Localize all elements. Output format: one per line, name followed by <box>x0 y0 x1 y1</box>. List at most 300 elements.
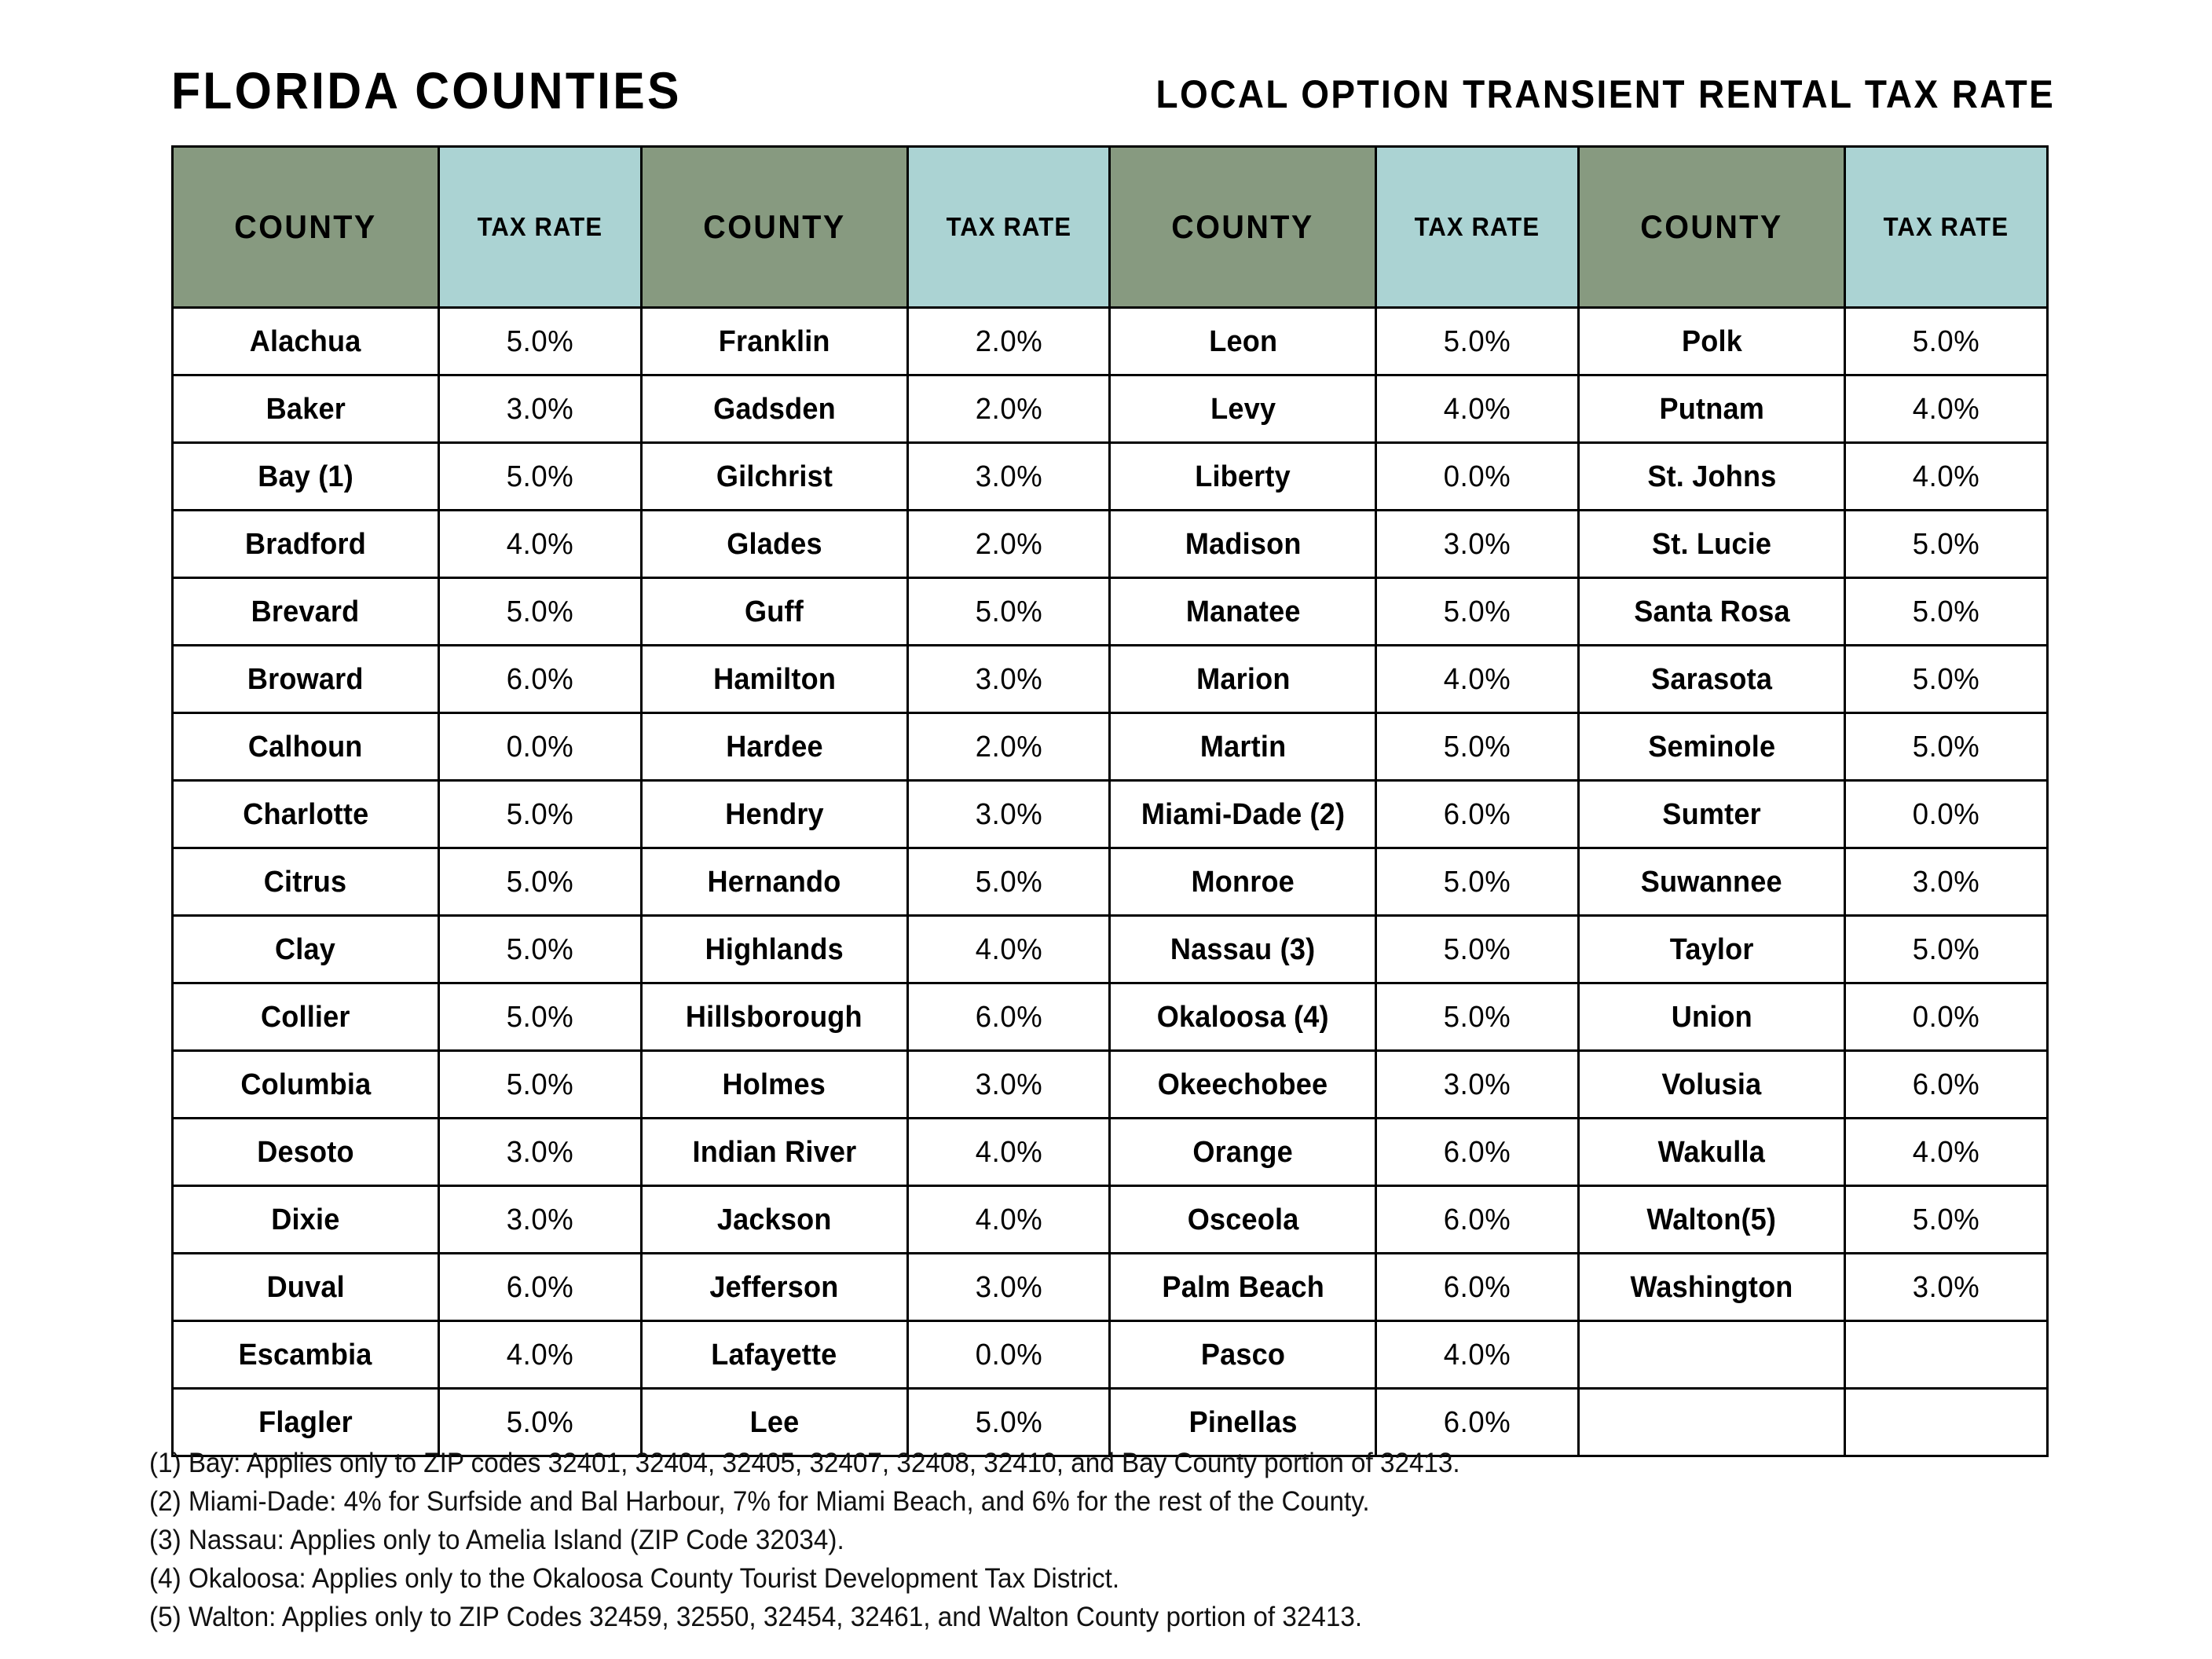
county-name: Walton(5) <box>1646 1203 1777 1236</box>
tax-rate-value: 2.0% <box>975 392 1042 426</box>
table-cell-tax-rate <box>1845 916 2048 983</box>
county-name: Sarasota <box>1651 662 1773 696</box>
county-name: Pinellas <box>1188 1405 1298 1439</box>
tax-rate-value: 5.0% <box>975 865 1042 899</box>
county-name: Bradford <box>245 527 366 561</box>
table-cell-tax-rate <box>1376 1321 1579 1389</box>
county-name: Columbia <box>240 1068 371 1101</box>
table-cell-county <box>1579 1186 1845 1254</box>
county-name: Taylor <box>1669 932 1754 966</box>
table-row <box>173 375 2048 443</box>
table-cell-tax-rate <box>1845 848 2048 916</box>
tax-rate-value: 4.0% <box>1912 1135 1980 1169</box>
county-name: Charlotte <box>242 797 369 831</box>
table-cell-county <box>1579 1254 1845 1321</box>
table-cell-tax-rate <box>438 1254 641 1321</box>
table-cell-tax-rate <box>907 578 1110 646</box>
tax-rate-value: 3.0% <box>975 1068 1042 1101</box>
county-name: Levy <box>1210 392 1276 426</box>
county-name: Guff <box>745 595 804 628</box>
county-name: Hillsborough <box>686 1000 863 1034</box>
county-name: Volusia <box>1661 1068 1762 1101</box>
table-cell-tax-rate <box>438 511 641 578</box>
tax-rate-value: 5.0% <box>1912 1203 1980 1236</box>
table-cell-tax-rate <box>907 713 1110 781</box>
table-cell-county <box>641 916 907 983</box>
county-name: Hernando <box>707 865 841 899</box>
tax-rate-value: 3.0% <box>1444 1068 1511 1101</box>
tax-rate-value: 0.0% <box>1912 797 1980 831</box>
table-cell-county <box>641 781 907 848</box>
table-row <box>173 1321 2048 1389</box>
column-header-taxrate-2-label: TAX RATE <box>946 212 1071 241</box>
tax-rate-value: 5.0% <box>506 797 574 831</box>
table-cell-tax-rate <box>1376 1119 1579 1186</box>
table-cell-tax-rate <box>1376 511 1579 578</box>
county-name: Orange <box>1192 1135 1294 1169</box>
table-cell-tax-rate <box>1845 308 2048 375</box>
county-name: Union <box>1671 1000 1752 1034</box>
county-name: Glades <box>726 527 822 561</box>
table-row <box>173 646 2048 713</box>
tax-rate-value: 5.0% <box>975 1405 1042 1439</box>
county-name: Monroe <box>1191 865 1295 899</box>
table-row <box>173 848 2048 916</box>
column-header-county-3 <box>1110 147 1376 308</box>
table-row <box>173 443 2048 511</box>
column-header-taxrate-1-label: TAX RATE <box>477 212 603 241</box>
column-header-taxrate-4 <box>1845 147 2048 308</box>
table-cell-tax-rate <box>907 1321 1110 1389</box>
table-row <box>173 578 2048 646</box>
table-row <box>173 1051 2048 1119</box>
table-cell-tax-rate <box>1376 983 1579 1051</box>
table-cell-tax-rate <box>438 646 641 713</box>
table-cell-county <box>173 646 439 713</box>
column-header-county-4-label: COUNTY <box>1640 208 1783 245</box>
county-name: Citrus <box>264 865 347 899</box>
table-cell-county <box>1110 1254 1376 1321</box>
table-cell-county <box>1579 848 1845 916</box>
table-row <box>173 1186 2048 1254</box>
table-row <box>173 983 2048 1051</box>
county-name: Madison <box>1185 527 1302 561</box>
table-header-row <box>173 147 2048 308</box>
tax-rate-value: 0.0% <box>506 730 574 764</box>
county-name: Osceola <box>1187 1203 1299 1236</box>
table-cell-county <box>1579 375 1845 443</box>
county-name: Highlands <box>705 932 844 966</box>
table-cell-tax-rate <box>907 308 1110 375</box>
table-cell-tax-rate <box>1845 1254 2048 1321</box>
county-name: Lee <box>749 1405 800 1439</box>
county-name: Clay <box>275 932 336 966</box>
county-name: Baker <box>266 392 346 426</box>
county-name: Lafayette <box>711 1338 837 1372</box>
table-cell-county <box>641 375 907 443</box>
table-cell-tax-rate <box>907 646 1110 713</box>
table-cell-tax-rate <box>1376 916 1579 983</box>
table-cell-county <box>1579 1051 1845 1119</box>
table-cell-county <box>173 1119 439 1186</box>
table-cell-county <box>641 1254 907 1321</box>
tax-rate-value: 4.0% <box>975 1135 1042 1169</box>
table-cell-county <box>641 308 907 375</box>
column-header-taxrate-4-label: TAX RATE <box>1883 212 2009 241</box>
table-cell-tax-rate <box>1845 713 2048 781</box>
column-header-taxrate-3 <box>1376 147 1579 308</box>
table-cell-tax-rate <box>907 1186 1110 1254</box>
table-cell-tax-rate <box>1376 443 1579 511</box>
tax-rate-value: 4.0% <box>506 527 574 561</box>
county-name: Palm Beach <box>1162 1270 1324 1304</box>
tax-rate-value: 2.0% <box>975 730 1042 764</box>
table-cell-county <box>173 578 439 646</box>
tax-rate-value: 4.0% <box>975 932 1042 966</box>
table-cell-tax-rate <box>1845 578 2048 646</box>
tax-rate-value: 3.0% <box>1912 1270 1980 1304</box>
table-cell-county <box>1110 781 1376 848</box>
tax-rate-value: 5.0% <box>506 1068 574 1101</box>
table-cell-tax-rate <box>438 983 641 1051</box>
county-name: Jackson <box>716 1203 832 1236</box>
table-cell-county <box>173 713 439 781</box>
county-name: Okeechobee <box>1158 1068 1328 1101</box>
tax-rate-value: 3.0% <box>975 1270 1042 1304</box>
tax-rate-value: 2.0% <box>975 527 1042 561</box>
county-name: Flagler <box>258 1405 353 1439</box>
table-cell-tax-rate <box>1376 308 1579 375</box>
tax-rate-value: 6.0% <box>1444 1203 1511 1236</box>
county-name: Hardee <box>725 730 823 764</box>
table-cell-county <box>1110 443 1376 511</box>
table-cell-tax-rate <box>1845 646 2048 713</box>
table-cell-tax-rate <box>438 713 641 781</box>
county-name: Manatee <box>1185 595 1301 628</box>
county-name: Alachua <box>250 324 361 358</box>
county-name: Santa Rosa <box>1633 595 1790 628</box>
table-cell-county <box>641 578 907 646</box>
table-cell-tax-rate <box>1376 578 1579 646</box>
table-cell-county <box>641 713 907 781</box>
table-cell-tax-rate <box>1376 1186 1579 1254</box>
tax-rate-value: 5.0% <box>1912 662 1980 696</box>
county-name: Hamilton <box>712 662 836 696</box>
table-row <box>173 511 2048 578</box>
table-cell-tax-rate <box>1845 781 2048 848</box>
tax-rate-value: 5.0% <box>506 324 574 358</box>
county-name: Collier <box>261 1000 350 1034</box>
table-cell-county <box>1579 916 1845 983</box>
county-name: Putnam <box>1659 392 1764 426</box>
table-cell-tax-rate <box>438 848 641 916</box>
tax-rate-value: 3.0% <box>506 392 574 426</box>
footnote-1: (1) Bay: Applies only to ZIP codes 32401, 32404, 32405, 32407, 32408, 32410, and Bay County portion of 32413. <box>149 1448 1460 1478</box>
table-cell-county <box>173 375 439 443</box>
county-name: Marion <box>1196 662 1291 696</box>
table-cell-county <box>641 511 907 578</box>
table-cell-tax-rate <box>907 443 1110 511</box>
table-row <box>173 781 2048 848</box>
county-name: Gilchrist <box>716 460 833 493</box>
table-cell-county <box>1579 713 1845 781</box>
county-name: Calhoun <box>248 730 363 764</box>
table-cell-county <box>173 916 439 983</box>
tax-rate-value: 6.0% <box>1444 1270 1511 1304</box>
column-header-county-2-label: COUNTY <box>703 208 846 245</box>
tax-rate-value: 4.0% <box>1912 392 1980 426</box>
tax-rate-value: 6.0% <box>506 662 574 696</box>
table-cell-county <box>641 848 907 916</box>
table-cell-county <box>641 1186 907 1254</box>
table-cell-county <box>1110 916 1376 983</box>
table-cell-county <box>1110 578 1376 646</box>
table-cell-tax-rate <box>438 781 641 848</box>
county-name: Pasco <box>1200 1338 1286 1372</box>
tax-rate-value: 5.0% <box>506 865 574 899</box>
table-cell-tax-rate <box>1376 1254 1579 1321</box>
tax-rate-value: 5.0% <box>1912 527 1980 561</box>
table-cell-tax-rate <box>907 1051 1110 1119</box>
table-cell-county <box>173 1051 439 1119</box>
county-name: Liberty <box>1195 460 1291 493</box>
table-cell-tax-rate <box>1376 375 1579 443</box>
county-name: Brevard <box>251 595 360 628</box>
table-row <box>173 1119 2048 1186</box>
county-name: Franklin <box>718 324 830 358</box>
tax-rate-value: 4.0% <box>1912 460 1980 493</box>
county-name: Seminole <box>1648 730 1776 764</box>
table-cell-tax-rate <box>907 1119 1110 1186</box>
table-cell-county <box>173 781 439 848</box>
county-name: St. Johns <box>1647 460 1777 493</box>
table-cell-tax-rate <box>438 1119 641 1186</box>
table-cell-tax-rate <box>438 375 641 443</box>
table-cell-tax-rate <box>438 443 641 511</box>
table-cell-tax-rate <box>438 1186 641 1254</box>
county-name: Washington <box>1630 1270 1793 1304</box>
table-cell-county <box>641 646 907 713</box>
table-cell-tax-rate <box>1376 713 1579 781</box>
table-row <box>173 308 2048 375</box>
footnote-3: (3) Nassau: Applies only to Amelia Island (ZIP Code 32034). <box>149 1525 844 1555</box>
table-cell-county <box>641 443 907 511</box>
tax-rate-value: 5.0% <box>506 932 574 966</box>
table-cell-county <box>1110 713 1376 781</box>
table-cell-tax-rate <box>907 1254 1110 1321</box>
table-cell-county <box>1579 511 1845 578</box>
tax-rate-value: 5.0% <box>1444 730 1511 764</box>
tax-rate-value: 6.0% <box>506 1270 574 1304</box>
tax-rate-value: 2.0% <box>975 324 1042 358</box>
column-header-taxrate-1 <box>438 147 641 308</box>
table-cell-tax-rate <box>1845 1186 2048 1254</box>
table-row <box>173 916 2048 983</box>
tax-rate-value: 3.0% <box>975 797 1042 831</box>
county-name: Bay (1) <box>258 460 353 493</box>
table-cell-county <box>1579 308 1845 375</box>
county-name: Duval <box>266 1270 345 1304</box>
tax-rate-value: 4.0% <box>1444 662 1511 696</box>
tax-rate-value: 4.0% <box>975 1203 1042 1236</box>
tax-rate-value: 0.0% <box>1444 460 1511 493</box>
county-name: Indian River <box>692 1135 857 1169</box>
table-cell-county <box>1110 1186 1376 1254</box>
table-cell-county <box>1110 848 1376 916</box>
table-cell-tax-rate <box>438 1321 641 1389</box>
table-cell-county <box>641 1321 907 1389</box>
footnote-5: (5) Walton: Applies only to ZIP Codes 32459, 32550, 32454, 32461, and Walton County portion of 32413. <box>149 1602 1363 1632</box>
county-name: Escambia <box>238 1338 373 1372</box>
tax-rate-value: 3.0% <box>506 1203 574 1236</box>
county-name: Desoto <box>257 1135 354 1169</box>
county-name: Jefferson <box>709 1270 839 1304</box>
table-cell-county <box>173 1186 439 1254</box>
table-cell-tax-rate <box>907 848 1110 916</box>
county-name: Miami-Dade (2) <box>1141 797 1346 831</box>
tax-rate-value: 3.0% <box>1444 527 1511 561</box>
tax-rate-value: 4.0% <box>506 1338 574 1372</box>
table-row <box>173 1254 2048 1321</box>
table-cell-county <box>173 1254 439 1321</box>
tax-rate-value: 6.0% <box>1444 1135 1511 1169</box>
tax-rate-value: 4.0% <box>1444 1338 1511 1372</box>
table-cell-county <box>641 1119 907 1186</box>
table-cell-county <box>1110 1119 1376 1186</box>
county-name: Sumter <box>1662 797 1761 831</box>
tax-rate-value: 5.0% <box>1444 1000 1511 1034</box>
tax-rate-value: 5.0% <box>1912 730 1980 764</box>
table-cell-tax-rate <box>438 578 641 646</box>
footnote-4: (4) Okaloosa: Applies only to the Okaloosa County Tourist Development Tax District. <box>149 1563 1120 1594</box>
county-name: Holmes <box>722 1068 826 1101</box>
county-name: Nassau (3) <box>1170 932 1316 966</box>
county-name: Dixie <box>271 1203 340 1236</box>
table-cell-county <box>1110 983 1376 1051</box>
tax-rate-value: 6.0% <box>975 1000 1042 1034</box>
column-header-county-2 <box>641 147 907 308</box>
table-cell-county <box>1110 375 1376 443</box>
page-subtitle: LOCAL OPTION TRANSIENT RENTAL TAX RATE <box>1155 72 2055 116</box>
tax-rate-table <box>171 145 2049 1457</box>
tax-rate-value: 5.0% <box>1444 324 1511 358</box>
table-cell-county <box>1110 308 1376 375</box>
table-header <box>173 147 2048 308</box>
column-header-county-4 <box>1579 147 1845 308</box>
tax-rate-value: 5.0% <box>1912 932 1980 966</box>
table-cell-county <box>1579 1119 1845 1186</box>
county-name: Polk <box>1681 324 1742 358</box>
county-name: Leon <box>1208 324 1277 358</box>
tax-rate-value: 5.0% <box>1444 865 1511 899</box>
table-cell-tax-rate <box>1845 1119 2048 1186</box>
table-cell-tax-rate <box>907 983 1110 1051</box>
table-cell-county <box>1579 983 1845 1051</box>
table-cell-tax-rate <box>1376 1051 1579 1119</box>
tax-rate-value: 3.0% <box>975 662 1042 696</box>
table-cell-county <box>1579 781 1845 848</box>
footnotes-list <box>149 1444 2113 1636</box>
table-cell-tax-rate <box>1845 511 2048 578</box>
tax-rate-value: 0.0% <box>1912 1000 1980 1034</box>
county-name: Suwannee <box>1641 865 1783 899</box>
tax-rate-value: 5.0% <box>1912 324 1980 358</box>
table-cell-county <box>1110 646 1376 713</box>
table-cell-county <box>173 511 439 578</box>
table-cell-empty <box>1579 1321 1845 1389</box>
table-cell-county <box>173 983 439 1051</box>
tax-rate-value: 5.0% <box>506 460 574 493</box>
table-cell-tax-rate <box>1376 646 1579 713</box>
column-header-county-1-label: COUNTY <box>234 208 377 245</box>
table-cell-county <box>1579 578 1845 646</box>
tax-rate-value: 5.0% <box>506 1000 574 1034</box>
table-cell-tax-rate <box>438 916 641 983</box>
title-bar <box>171 46 2055 119</box>
table-cell-county <box>641 983 907 1051</box>
table-cell-tax-rate <box>907 375 1110 443</box>
table-body <box>173 308 2048 1456</box>
tax-rate-value: 6.0% <box>1444 797 1511 831</box>
tax-rate-value: 6.0% <box>1912 1068 1980 1101</box>
table-cell-tax-rate <box>438 308 641 375</box>
county-name: Hendry <box>724 797 824 831</box>
table-cell-tax-rate <box>1376 848 1579 916</box>
tax-rate-value: 5.0% <box>1444 932 1511 966</box>
table-cell-county <box>1579 443 1845 511</box>
table-cell-county <box>173 1321 439 1389</box>
tax-rate-table-container <box>171 145 2049 1457</box>
county-name: Gadsden <box>712 392 836 426</box>
tax-rate-value: 3.0% <box>975 460 1042 493</box>
county-name: St. Lucie <box>1652 527 1772 561</box>
tax-rate-value: 4.0% <box>1444 392 1511 426</box>
table-cell-empty <box>1845 1321 2048 1389</box>
table-cell-tax-rate <box>907 781 1110 848</box>
table-cell-county <box>1110 511 1376 578</box>
county-name: Broward <box>247 662 364 696</box>
tax-rate-value: 5.0% <box>1444 595 1511 628</box>
county-name: Okaloosa (4) <box>1156 1000 1329 1034</box>
tax-rate-value: 0.0% <box>975 1338 1042 1372</box>
column-header-county-1 <box>173 147 439 308</box>
tax-rate-value: 5.0% <box>506 1405 574 1439</box>
tax-rate-value: 5.0% <box>1912 595 1980 628</box>
tax-rate-value: 3.0% <box>506 1135 574 1169</box>
table-cell-tax-rate <box>907 511 1110 578</box>
table-cell-county <box>173 443 439 511</box>
table-cell-county <box>173 848 439 916</box>
table-cell-tax-rate <box>1845 443 2048 511</box>
table-row <box>173 713 2048 781</box>
tax-rate-value: 3.0% <box>1912 865 1980 899</box>
county-name: Wakulla <box>1657 1135 1766 1169</box>
table-cell-county <box>641 1051 907 1119</box>
county-name: Martin <box>1199 730 1287 764</box>
table-cell-tax-rate <box>1845 375 2048 443</box>
table-cell-county <box>1579 646 1845 713</box>
footnote-2: (2) Miami-Dade: 4% for Surfside and Bal Harbour, 7% for Miami Beach, and 6% for the rest of the County. <box>149 1486 1370 1517</box>
tax-rate-value: 5.0% <box>975 595 1042 628</box>
table-cell-county <box>1110 1321 1376 1389</box>
tax-rate-value: 5.0% <box>506 595 574 628</box>
column-header-county-3-label: COUNTY <box>1171 208 1315 245</box>
page-title: FLORIDA COUNTIES <box>171 61 682 119</box>
table-cell-tax-rate <box>438 1051 641 1119</box>
table-cell-tax-rate <box>907 916 1110 983</box>
table-cell-county <box>173 308 439 375</box>
column-header-taxrate-2 <box>907 147 1110 308</box>
